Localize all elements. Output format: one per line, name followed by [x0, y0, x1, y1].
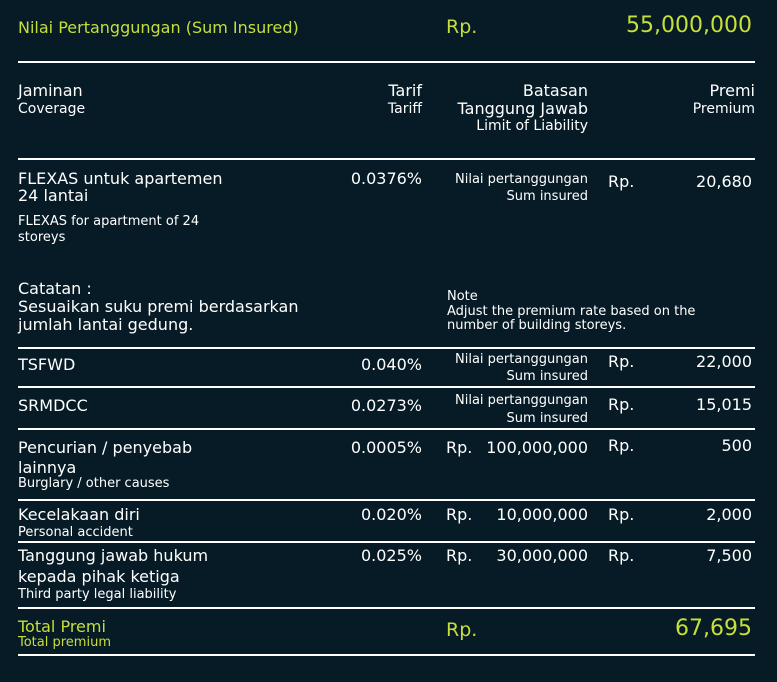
divider	[18, 607, 755, 609]
row-tariff: 0.020%	[360, 505, 422, 524]
row-limit-currency: Rp.	[446, 438, 473, 457]
header-coverage-en: Coverage	[18, 101, 86, 117]
row-coverage-en: Burglary / other causes	[18, 476, 170, 491]
divider	[18, 499, 755, 501]
divider	[18, 654, 755, 656]
row-coverage-name-l2: kepada pihak ketiga	[18, 567, 180, 586]
divider	[18, 347, 755, 349]
sum-insured-currency: Rp.	[446, 16, 478, 38]
row-premium-currency: Rp.	[608, 395, 635, 414]
total-label: Total Premi	[18, 617, 106, 636]
row-coverage-name: TSFWD	[18, 355, 76, 374]
total-currency: Rp.	[446, 619, 478, 641]
divider	[18, 158, 755, 160]
row-coverage-name: Tanggung jawab hukum	[18, 546, 209, 565]
divider	[18, 428, 755, 430]
header-premium: Premi	[709, 81, 755, 100]
row-limit-en: Sum insured	[506, 411, 588, 426]
row-limit: Nilai pertanggungan	[455, 352, 588, 367]
row-tariff: 0.0005%	[350, 438, 422, 457]
row-tariff: 0.0273%	[350, 396, 422, 415]
row-premium-currency: Rp.	[608, 172, 635, 191]
row-limit: Nilai pertanggungan	[455, 172, 588, 187]
row-tariff: 0.0376%	[350, 169, 422, 188]
row-premium: 20,680	[696, 172, 752, 191]
row-coverage-name-l2: lainnya	[18, 458, 77, 477]
header-limit-en: Limit of Liability	[476, 118, 588, 134]
row-premium: 7,500	[706, 546, 752, 565]
row-tariff: 0.040%	[360, 355, 422, 374]
row-premium-currency: Rp.	[608, 352, 635, 371]
note-title: Catatan :	[18, 279, 92, 298]
note-title-en: Note	[447, 289, 478, 304]
note-text-l2: jumlah lantai gedung.	[18, 315, 194, 334]
row-coverage-name-l2: 24 lantai	[18, 186, 89, 205]
row-premium: 2,000	[706, 505, 752, 524]
row-coverage-en: FLEXAS for apartment of 24	[18, 214, 200, 229]
row-premium: 500	[721, 436, 752, 455]
row-limit-amount: 10,000,000	[496, 505, 588, 524]
row-coverage-name: Kecelakaan diri	[18, 505, 140, 524]
row-premium-currency: Rp.	[608, 505, 635, 524]
sum-insured-heading	[18, 18, 299, 37]
sum-insured-amount: 55,000,000	[626, 13, 752, 38]
row-coverage-name: FLEXAS untuk apartemen	[18, 169, 223, 188]
note-text-en-l2: number of building storeys.	[447, 318, 627, 333]
header-limit-l1: Batasan	[522, 81, 588, 100]
sum-insured-label-en: (Sum Insured)	[185, 18, 299, 37]
row-coverage-name: Pencurian / penyebab	[18, 438, 193, 457]
row-coverage-en: Third party legal liability	[18, 587, 177, 602]
sum-insured-label: Nilai Pertanggungan	[18, 18, 181, 37]
row-premium: 15,015	[696, 395, 752, 414]
header-limit-l2: Tanggung Jawab	[457, 99, 588, 118]
row-limit-currency: Rp.	[446, 546, 473, 565]
row-premium-currency: Rp.	[608, 546, 635, 565]
row-limit-amount: 100,000,000	[486, 438, 588, 457]
divider	[18, 386, 755, 388]
header-tariff-en: Tariff	[387, 101, 422, 117]
total-amount: 67,695	[675, 616, 752, 641]
note-text: Sesuaikan suku premi berdasarkan	[18, 297, 299, 316]
row-coverage-en-l2: storeys	[18, 230, 66, 245]
divider	[18, 61, 755, 63]
row-limit-amount: 30,000,000	[496, 546, 588, 565]
total-label-en: Total premium	[18, 635, 111, 650]
header-premium-en: Premium	[692, 101, 755, 117]
row-limit: Nilai pertanggungan	[455, 393, 588, 408]
row-limit-en: Sum insured	[506, 189, 588, 204]
row-coverage-en: Personal accident	[18, 525, 133, 540]
row-premium: 22,000	[696, 352, 752, 371]
row-premium-currency: Rp.	[608, 436, 635, 455]
header-tariff: Tarif	[388, 81, 422, 100]
row-limit-currency: Rp.	[446, 505, 473, 524]
header-coverage: Jaminan	[18, 81, 83, 100]
row-limit-en: Sum insured	[506, 369, 588, 384]
divider	[18, 541, 755, 543]
row-coverage-name: SRMDCC	[18, 396, 88, 415]
note-text-en: Adjust the premium rate based on the	[447, 304, 696, 319]
row-tariff: 0.025%	[360, 546, 422, 565]
